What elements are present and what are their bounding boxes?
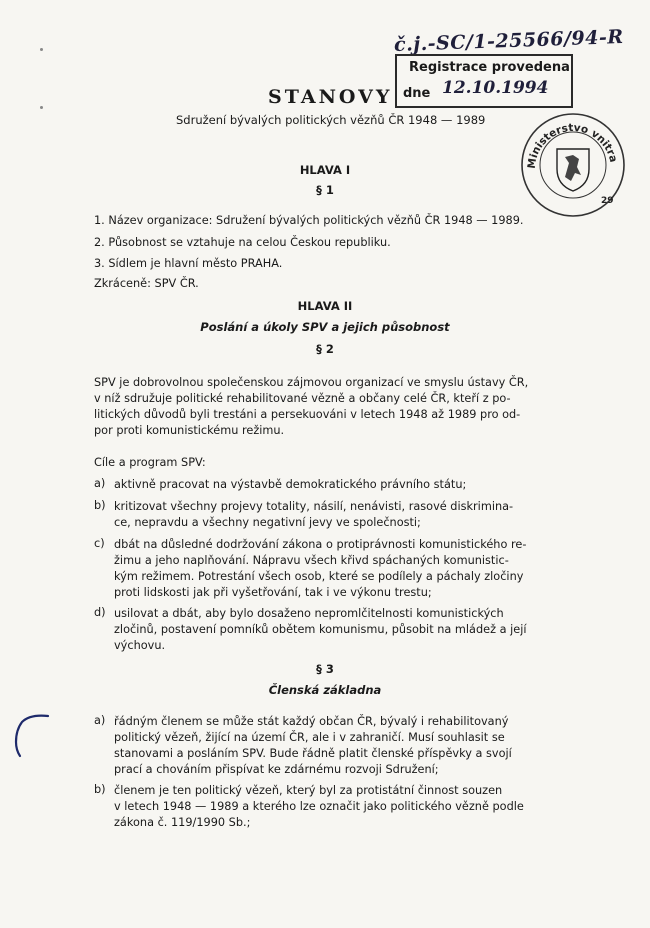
chapter-2-heading: HLAVA II: [297, 299, 353, 313]
goal-line: žimu a jeho naplňování. Nápravu všech křivd spáchaných komunistic-: [114, 554, 509, 567]
stamp-text: Ministerstvo vnitra: [525, 121, 620, 170]
goal-line: výchovu.: [114, 639, 166, 652]
paragraph-line: v níž sdružuje politické rehabilitované vězně a občany celé ČR, kteří z po-: [94, 392, 511, 405]
registration-heading: Registrace provedena: [409, 60, 570, 75]
document-title: STANOVY: [268, 86, 393, 108]
chapter-2-subheading: Poslání a úkoly SPV a jejich působnost: [200, 320, 450, 334]
punch-hole: [40, 48, 43, 51]
member-label: b): [94, 783, 106, 796]
member-line: řádným členem se může stát každý občan ČR, bývalý i rehabilitovaný: [114, 715, 509, 728]
goal-line: dbát na důsledné dodržování zákona o protiprávnosti komunistického re-: [114, 538, 527, 551]
registration-date-label: dne: [403, 86, 431, 101]
goal-label: a): [94, 477, 106, 490]
paragraph-line: litických důvodů byli trestáni a persekuováni v letech 1948 až 1989 pro od-: [94, 408, 521, 421]
goal-line: kým režimem. Potrestání všech osob, které se podílely a páchaly zločiny: [114, 570, 524, 583]
goals-intro: Cíle a program SPV:: [94, 456, 206, 469]
goal-label: c): [94, 537, 105, 550]
registration-date: 12.10.1994: [442, 78, 549, 98]
member-line: v letech 1948 — 1989 a kterého lze označit jako politického vězně podle: [114, 800, 524, 813]
goal-line: aktivně pracovat na výstavbě demokratického právního státu;: [114, 478, 467, 491]
abbreviation-line: Zkráceně: SPV ČR.: [94, 277, 199, 290]
article-1-item: 3. Sídlem je hlavní město PRAHA.: [94, 257, 283, 270]
document-subtitle: Sdružení bývalých politických vězňů ČR 1948 — 1989: [176, 113, 486, 127]
member-label: a): [94, 714, 106, 727]
stamp-number: 29: [601, 196, 614, 206]
article-1-item: 2. Působnost se vztahuje na celou Českou republiku.: [94, 236, 391, 249]
margin-pen-mark: [8, 712, 52, 762]
goal-label: d): [94, 606, 106, 619]
registration-stamp-box: [395, 54, 573, 108]
goal-line: ce, nepravdu a všechny negativní jevy ve společnosti;: [114, 516, 421, 529]
goal-line: proti lidskosti jak při vyšetřování, tak i ve výkonu trestu;: [114, 586, 432, 599]
section-3-subheading: Členská základna: [268, 683, 382, 697]
chapter-1-heading: HLAVA I: [299, 163, 351, 177]
goal-line: zločinů, postavení pomníků obětem komunismu, působit na mládež a její: [114, 623, 527, 636]
goal-line: usilovat a dbát, aby bylo dosaženo nepromlčitelnosti komunistických: [114, 607, 504, 620]
paragraph-line: por proti komunistickému režimu.: [94, 424, 285, 437]
punch-hole: [40, 106, 43, 109]
section-1-heading: § 1: [316, 183, 334, 197]
member-line: členem je ten politický vězeň, který byl za protistátní činnost souzen: [114, 784, 503, 797]
paragraph-line: SPV je dobrovolnou společenskou zájmovou organizací ve smyslu ústavy ČR,: [94, 376, 529, 389]
article-1-item: 1. Název organizace: Sdružení bývalých politických vězňů ČR 1948 — 1989.: [94, 214, 524, 227]
member-line: politický vězeň, žijící na území ČR, ale i v zahraničí. Musí souhlasit se: [114, 731, 505, 744]
member-line: stanovami a posláním SPV. Bude řádně platit členské příspěvky a svojí: [114, 747, 512, 760]
goal-label: b): [94, 499, 106, 512]
handwritten-reference: č.j.-SC/1-25566/94-R: [393, 26, 624, 56]
goal-line: kritizovat všechny projevy totality, násilí, nenávisti, rasové diskrimina-: [114, 500, 514, 513]
section-3-heading: § 3: [316, 662, 334, 676]
member-line: prací a chováním přispívat ke zdárnému rozvoji Sdružení;: [114, 763, 439, 776]
member-line: zákona č. 119/1990 Sb.;: [114, 816, 251, 829]
section-2-heading: § 2: [316, 342, 334, 356]
